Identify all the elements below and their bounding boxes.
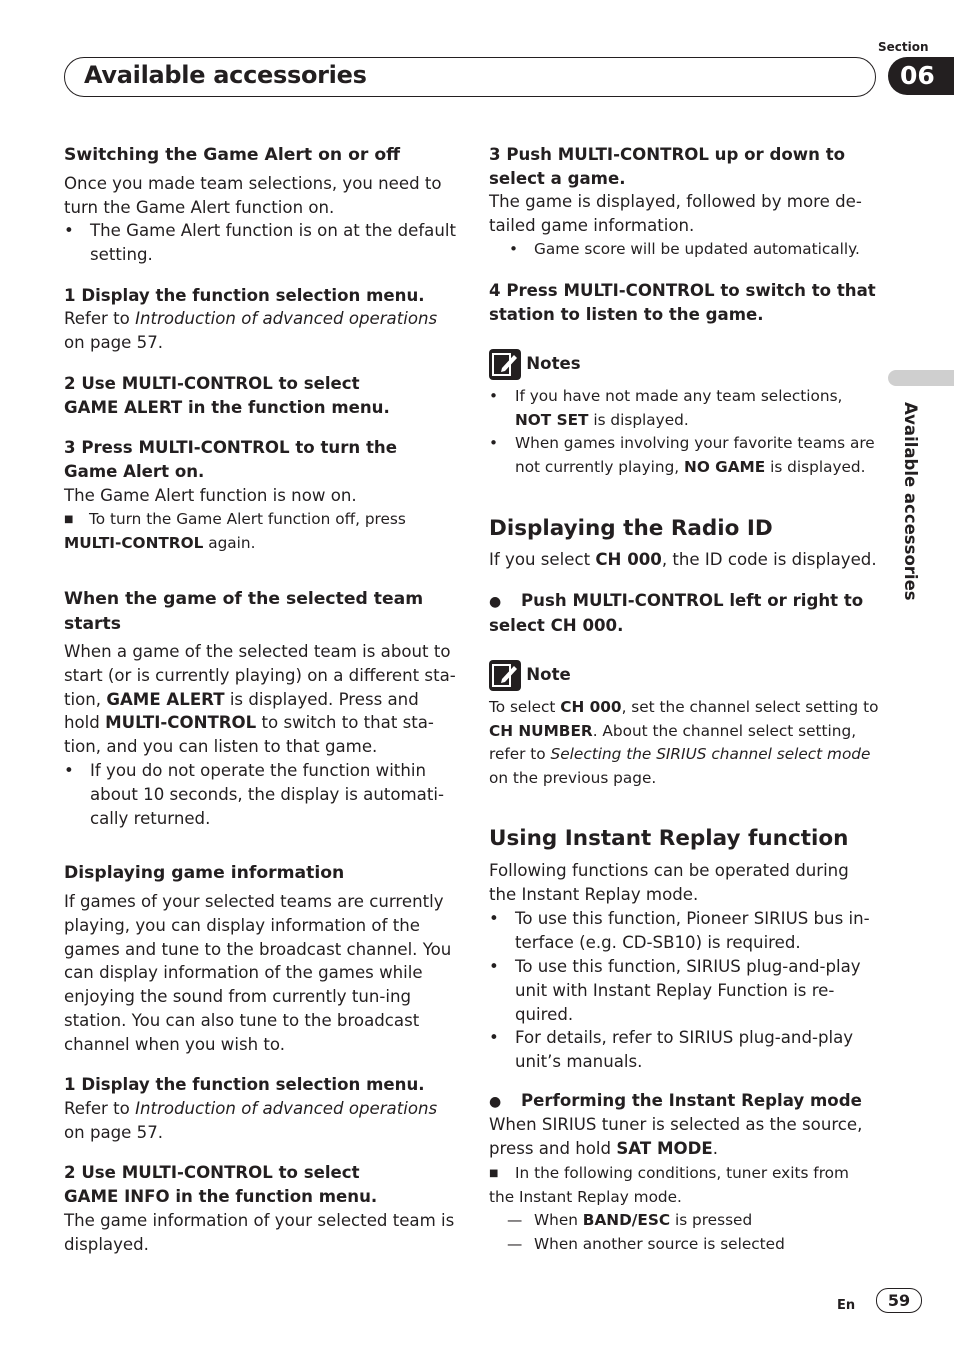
heading-game-info: Displaying game information xyxy=(64,863,345,883)
language-code: En xyxy=(837,1298,856,1313)
text: start (or is currently playing) on a different sta- xyxy=(64,665,456,685)
text: When SIRIUS tuner is selected as the source, press and hold xyxy=(489,1115,863,1158)
text: is displayed. xyxy=(588,410,689,429)
info-step-1-text xyxy=(64,1097,456,1145)
bullet-icon: • xyxy=(489,387,499,405)
para-switch: Once you made team selections, you need to turn the Game Alert function on. xyxy=(64,174,442,217)
text: To select xyxy=(489,698,561,716)
info-step-2-line1: 2 Use MULTI-CONTROL to select xyxy=(64,1163,360,1182)
bullet-text: For details, refer to SIRIUS plug-and-play unit’s manuals. xyxy=(515,1028,854,1071)
heading-radio-id: Displaying the Radio ID xyxy=(489,516,773,541)
bold-text: BAND/ESC xyxy=(582,1211,671,1229)
text: Performing the Instant Replay mode xyxy=(521,1091,862,1110)
text: When another source is selected xyxy=(534,1235,785,1253)
step-3b-line1: 3 Push MULTI-CONTROL up or down to xyxy=(489,145,846,164)
text: select CH 000. xyxy=(489,616,624,635)
dash-item-1 xyxy=(489,1209,881,1233)
note-1 xyxy=(489,385,871,432)
text: If you select xyxy=(489,550,596,569)
bullet-game-score xyxy=(489,238,881,262)
bullet-icon: • xyxy=(64,221,74,240)
text: again. xyxy=(203,533,256,552)
bullet-icon: • xyxy=(489,957,499,976)
heading-switch-game-alert: Switching the Game Alert on or off xyxy=(64,145,401,165)
step-4-line1: 4 Press MULTI-CONTROL to switch to that xyxy=(489,281,876,300)
step-3-square-note xyxy=(64,508,456,555)
perform-text xyxy=(489,1113,881,1161)
text: is pressed xyxy=(670,1211,753,1229)
heading-instant-replay: Using Instant Replay function xyxy=(489,826,849,851)
para-game-info: If games of your selected teams are currently playing, you can display information of the games and tune to the broadcast channel. You can display information of the games while enjoying the sound from currently tun-ing station. You can also tune to the broadcast channel when you wish to. xyxy=(64,892,452,1054)
text: To turn the Game Alert function off, press xyxy=(89,510,406,528)
heading-when-game-starts: When the game of the selected team starts xyxy=(64,589,424,634)
square-icon: ■ xyxy=(64,514,74,525)
page-title: Available accessories xyxy=(84,61,367,89)
side-tab-label: Available accessories xyxy=(901,402,920,601)
perform-square-note xyxy=(489,1162,871,1209)
step-1-text xyxy=(64,307,456,355)
text: . About the channel select setting, xyxy=(592,721,857,740)
info-step-1: 1 Display the function selection menu. xyxy=(64,1075,425,1094)
section-label: Section xyxy=(878,40,929,54)
ref-italic: Selecting the SIRIUS channel select mode xyxy=(550,745,871,764)
side-tab-marker xyxy=(888,370,954,386)
info-step-2-text: The game information of your selected team is displayed. xyxy=(64,1211,455,1254)
para-when xyxy=(64,640,456,759)
section-number-badge: 06 xyxy=(888,57,954,95)
bullet-text: Game score will be updated automatically. xyxy=(534,240,860,258)
text: When games involving your favorite teams are not currently playing, xyxy=(515,434,875,476)
step-4-line2: station to listen to the game. xyxy=(489,305,764,324)
text: to switch to that sta- xyxy=(256,713,434,733)
bullet-icon: • xyxy=(509,240,519,258)
text: tion, xyxy=(64,689,107,709)
text: , set the channel select setting to xyxy=(621,698,879,716)
bullet-text: To use this function, SIRIUS plug-and-play unit with Instant Replay Function is re-quired. xyxy=(515,957,861,1024)
dash-icon: — xyxy=(507,1235,523,1253)
text: is displayed. Press and xyxy=(224,689,419,709)
replay-bullet-2 xyxy=(489,955,871,1026)
bold-text: GAME ALERT xyxy=(106,689,225,709)
note-label: Note xyxy=(526,665,571,684)
text: When xyxy=(534,1211,583,1229)
ref-italic: Introduction of advanced operations xyxy=(135,309,438,328)
text: If you have not made any team selections, xyxy=(515,387,843,405)
bullet-default xyxy=(64,219,456,267)
dot-icon: ● xyxy=(489,1094,502,1110)
text: When a game of the selected team is about to xyxy=(64,642,451,661)
bullet-icon: • xyxy=(64,761,74,780)
bullet-text: If you do not operate the function within about 10 seconds, the display is automati-cally returned. xyxy=(90,761,444,828)
radio-step xyxy=(489,589,881,638)
bold-text: NO GAME xyxy=(684,457,766,476)
note-header xyxy=(489,659,881,691)
text: Refer to xyxy=(64,1099,136,1118)
text: Push MULTI-CONTROL left or right to xyxy=(521,591,864,610)
page-number: 59 xyxy=(876,1288,922,1313)
step-3-line2: Game Alert on. xyxy=(64,462,205,481)
note-2 xyxy=(489,432,881,479)
bullet-timeout xyxy=(64,759,446,830)
step-2-line1: 2 Use MULTI-CONTROL to select xyxy=(64,374,360,393)
dash-item-2 xyxy=(489,1233,881,1257)
info-step-2-line2: GAME INFO in the function menu. xyxy=(64,1187,378,1206)
text: on the previous page. xyxy=(489,768,657,787)
text: on page 57. xyxy=(64,332,164,352)
text: is displayed. xyxy=(765,457,866,476)
bold-text: MULTI-CONTROL xyxy=(64,533,204,552)
bold-text: SAT MODE xyxy=(616,1138,713,1158)
para-instant-replay: Following functions can be operated during the Instant Replay mode. xyxy=(489,861,849,904)
text: . xyxy=(712,1138,718,1158)
text: refer to xyxy=(489,745,551,764)
bullet-text: The Game Alert function is on at the default setting. xyxy=(90,221,456,264)
bullet-icon: • xyxy=(489,909,499,928)
replay-bullet-1 xyxy=(489,907,881,955)
dot-icon: ● xyxy=(489,594,502,610)
text: tion, and you can listen to that game. xyxy=(64,737,378,757)
step-3-text: The Game Alert function is now on. xyxy=(64,486,357,505)
notes-label: Notes xyxy=(526,354,581,373)
bullet-icon: • xyxy=(489,434,499,452)
bold-text: CH NUMBER xyxy=(489,721,593,740)
bold-text: NOT SET xyxy=(515,410,589,429)
perform-step xyxy=(489,1089,881,1114)
bold-text: CH 000 xyxy=(595,550,662,569)
dash-icon: — xyxy=(507,1211,523,1229)
note-pencil-icon xyxy=(489,349,521,380)
text: hold xyxy=(64,713,106,733)
notes-header xyxy=(489,348,881,380)
bold-text: CH 000 xyxy=(560,698,622,716)
text: Refer to xyxy=(64,309,136,328)
bullet-text: To use this function, Pioneer SIRIUS bus in-terface (e.g. CD-SB10) is required. xyxy=(515,909,870,952)
ref-italic: Introduction of advanced operations xyxy=(135,1099,438,1118)
replay-bullet-3 xyxy=(489,1026,861,1074)
square-icon: ■ xyxy=(489,1168,499,1179)
step-2-line2: GAME ALERT in the function menu. xyxy=(64,398,390,417)
text: In the following conditions, tuner exits from the Instant Replay mode. xyxy=(489,1164,849,1206)
bold-text: MULTI-CONTROL xyxy=(105,713,257,733)
bullet-icon: • xyxy=(489,1028,499,1047)
note-channel xyxy=(489,696,881,790)
step-3b-line2: select a game. xyxy=(489,169,626,188)
text: , the ID code is displayed. xyxy=(661,550,877,569)
text: on page 57. xyxy=(64,1122,164,1142)
note-pencil-icon xyxy=(489,660,521,691)
step-3-line1: 3 Press MULTI-CONTROL to turn the xyxy=(64,438,398,457)
para-radio-id xyxy=(489,548,881,572)
step-3b-text: The game is displayed, followed by more de-tailed game information. xyxy=(489,192,862,235)
step-1: 1 Display the function selection menu. xyxy=(64,286,425,305)
